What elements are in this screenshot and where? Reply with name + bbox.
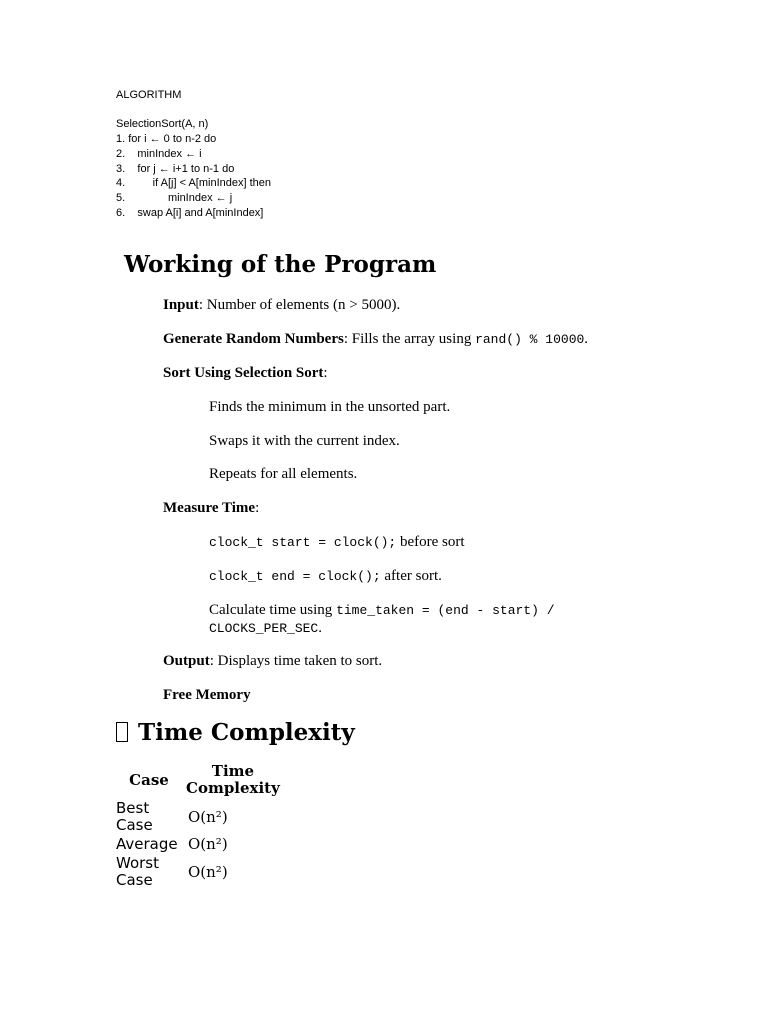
input-paragraph [163, 296, 400, 314]
complexity-heading [116, 718, 355, 748]
calc-line-2 [209, 619, 322, 638]
sort-colon: : [323, 365, 328, 381]
generate-text: : Fills the array using [343, 331, 476, 347]
output-paragraph [163, 652, 382, 670]
algorithm-block [116, 88, 271, 220]
algorithm-line: 1. for i ← 0 to n-2 do [116, 133, 217, 146]
case-cell [114, 854, 184, 890]
sort-step: Finds the minimum in the unsorted part. [209, 399, 451, 415]
algorithm-heading: ALGORITHM [116, 89, 182, 101]
calc-text: Calculate time using [209, 602, 337, 618]
case-line-2: Case [116, 871, 153, 889]
complexity-table [114, 761, 282, 890]
input-text: : Number of elements (n > 5000). [198, 297, 401, 313]
sort-paragraph [163, 364, 328, 382]
case-cell: Average [116, 835, 178, 853]
generate-paragraph [163, 330, 588, 349]
sort-label: Sort Using Selection Sort [163, 365, 324, 381]
algorithm-line: 4. if A[j] < A[minIndex] then [116, 177, 271, 190]
output-label: Output [163, 653, 210, 669]
case-line-1: Worst [116, 854, 159, 872]
complexity-cell: O(n²) [188, 862, 228, 881]
working-heading: Working of the Program [124, 251, 437, 278]
end-time-line [209, 567, 442, 586]
measure-paragraph [163, 499, 259, 517]
algorithm-line: SelectionSort(A, n) [116, 118, 209, 131]
missing-glyph-icon [116, 722, 128, 742]
measure-label: Measure Time [163, 500, 256, 516]
complexity-cell: O(n²) [188, 835, 228, 853]
start-time-line [209, 533, 465, 552]
start-text: before sort [396, 534, 465, 550]
header-case: Case [129, 770, 169, 789]
free-memory-paragraph [163, 686, 251, 704]
header-complexity-line-1: Time [211, 762, 255, 780]
generate-end: . [584, 331, 589, 347]
table-row [114, 835, 282, 854]
sort-step: Repeats for all elements. [209, 466, 358, 482]
table-row [114, 854, 282, 890]
free-memory-label: Free Memory [163, 687, 251, 703]
complexity-cell: O(n²) [188, 807, 228, 826]
output-text: : Displays time taken to sort. [209, 653, 383, 669]
header-complexity [184, 761, 282, 799]
sort-step: Swaps it with the current index. [209, 433, 400, 449]
table-row [114, 799, 282, 835]
header-complexity-line-2: Complexity [186, 779, 280, 797]
case-line-1: Best [116, 799, 150, 817]
end-code: clock_t end = clock(); [209, 569, 381, 584]
measure-colon: : [255, 500, 260, 516]
calc-line-1 [209, 601, 555, 620]
algorithm-line: 5. minIndex ← j [116, 191, 233, 204]
end-text: after sort. [380, 568, 442, 584]
input-label: Input [163, 297, 199, 313]
generate-code: rand() % 10000 [475, 332, 585, 347]
calc-code-1: time_taken = (end - start) / [336, 603, 555, 618]
table-header-row [114, 761, 282, 799]
calc-code-2: CLOCKS_PER_SEC [209, 621, 319, 636]
generate-label: Generate Random Numbers [163, 331, 344, 347]
case-line-2: Case [116, 816, 153, 834]
case-cell [114, 799, 184, 835]
calc-end: . [318, 620, 322, 636]
complexity-title: Time Complexity [138, 719, 355, 746]
algorithm-line: 2. minIndex ← i [116, 147, 202, 160]
start-code: clock_t start = clock(); [209, 535, 397, 550]
algorithm-line: 3. for j ← i+1 to n-1 do [116, 162, 235, 175]
algorithm-line: 6. swap A[i] and A[minIndex] [116, 206, 264, 219]
